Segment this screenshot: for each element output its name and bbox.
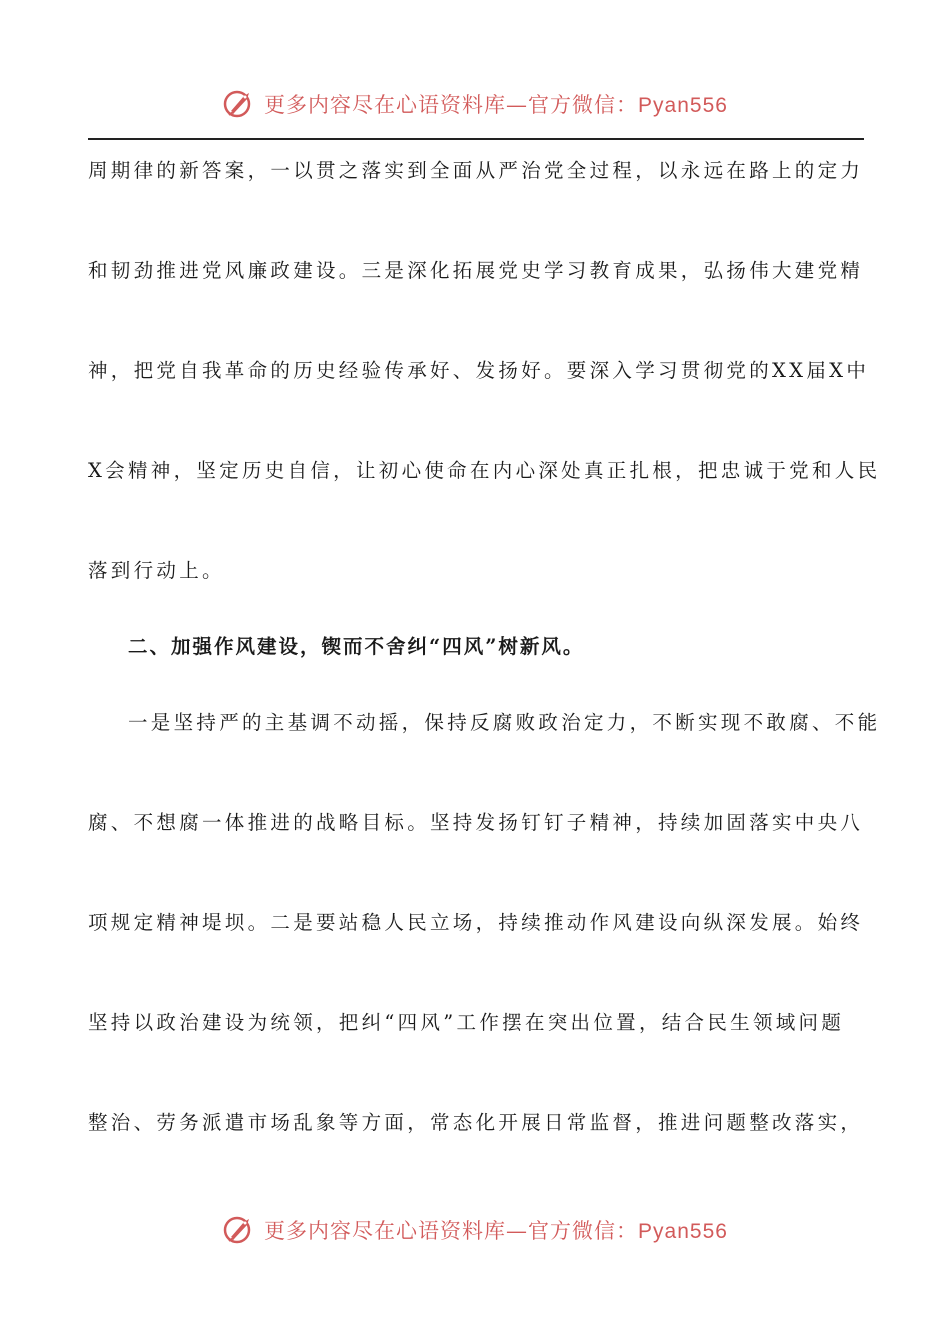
- body-line-4: X会精神，坚定历史自信，让初心使命在内心深处真正扎根，把忠诚于党和人民: [88, 459, 881, 482]
- banner-text: [264, 89, 728, 119]
- banner-dash: —: [506, 93, 529, 117]
- body-line-10: 坚持以政治建设为统领，把纠“四风”工作摆在突出位置，结合民生领域问题: [88, 1011, 845, 1034]
- page-header-banner: [0, 82, 950, 126]
- banner-wechat-label: 官方微信：: [528, 93, 639, 117]
- header-divider: [88, 138, 864, 140]
- banner-wechat-id: Pyan556: [638, 94, 728, 117]
- body-line-9: 项规定精神堤坝。二是要站稳人民立场，持续推动作风建设向纵深发展。始终: [88, 911, 864, 934]
- pen-nib-icon: [222, 1213, 256, 1247]
- banner-text: [264, 1215, 728, 1245]
- section-heading: 二、加强作风建设，锲而不舍纠“四风”树新风。: [128, 635, 585, 658]
- banner-main-text: 更多内容尽在心语资料库: [264, 1219, 507, 1243]
- body-line-8: 腐、不想腐一体推进的战略目标。坚持发扬钉钉子精神，持续加固落实中央八: [88, 811, 864, 834]
- banner-main-text: 更多内容尽在心语资料库: [264, 93, 507, 117]
- banner-wechat-label: 官方微信：: [528, 1219, 639, 1243]
- body-line-5: 落到行动上。: [88, 559, 225, 582]
- body-line-11: 整治、劳务派遣市场乱象等方面，常态化开展日常监督，推进问题整改落实，: [88, 1111, 864, 1134]
- body-line-7: 一是坚持严的主基调不动摇，保持反腐败政治定力，不断实现不敢腐、不能: [128, 711, 881, 734]
- body-line-2: 和韧劲推进党风廉政建设。三是深化拓展党史学习教育成果，弘扬伟大建党精: [88, 259, 864, 282]
- body-line-3: 神，把党自我革命的历史经验传承好、发扬好。要深入学习贯彻党的XX届X中: [88, 359, 870, 382]
- pen-nib-icon: [222, 87, 256, 121]
- banner-dash: —: [506, 1219, 529, 1243]
- page-footer-banner: [0, 1208, 950, 1252]
- banner-wechat-id: Pyan556: [638, 1220, 728, 1243]
- body-line-1: 周期律的新答案，一以贯之落实到全面从严治党全过程，以永远在路上的定力: [88, 159, 864, 182]
